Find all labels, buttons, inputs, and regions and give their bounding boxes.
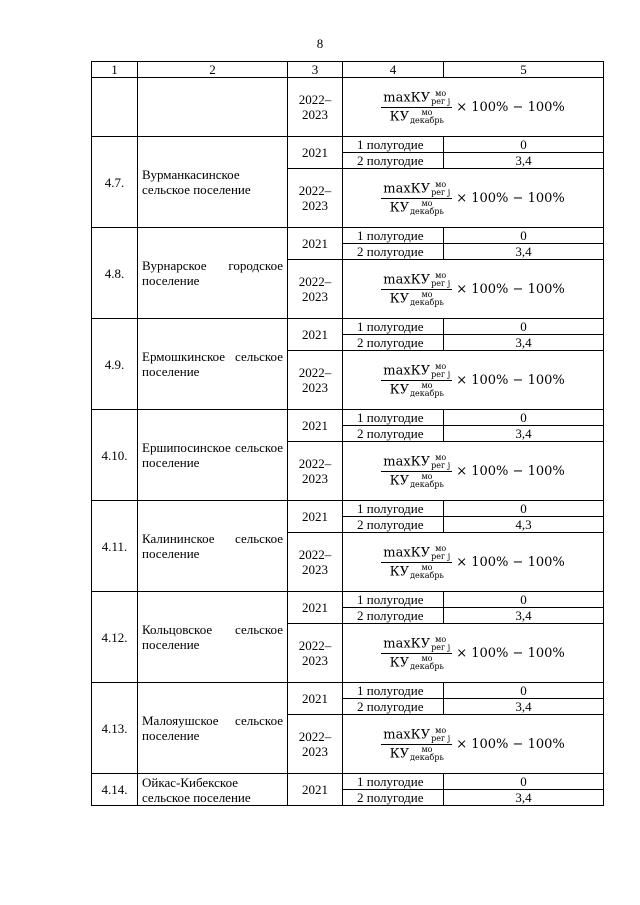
year-cell: 2021 [288,319,343,351]
value-cell: 0 [444,683,604,699]
formula-numerator-main: maxКУ [383,454,431,470]
formula-denominator-sub: декабрь [410,479,444,489]
row-number: 4.13. [92,683,138,774]
value-cell: 3,4 [444,699,604,715]
formula-denominator-indices [410,473,444,489]
formula-denominator [388,563,446,580]
formula-tail: × 100% − 100% [456,281,565,297]
growth-formula [381,90,564,125]
page-number: 8 [316,36,324,51]
table-row [92,683,604,699]
formula-numerator-sup: мо [435,634,447,644]
formula-numerator-sup: мо [435,543,447,553]
formula-denominator-sub: декабрь [410,115,444,125]
half-year-label: 2 полугодие [343,244,444,260]
header-col-5: 5 [444,62,604,78]
formula-denominator-sup: мо [421,471,433,481]
table-row [92,78,604,137]
formula-denominator-indices [410,382,444,398]
half-year-label: 1 полугодие [343,137,444,153]
formula-numerator-sub: рег j [431,460,451,470]
half-year-label: 2 полугодие [343,608,444,624]
formula-numerator-indices [431,90,450,106]
formula-denominator-indices [410,109,444,125]
formula-cell [343,442,604,501]
formula-tail: × 100% − 100% [456,554,565,570]
formula-numerator [381,727,452,745]
settlement-name: Малояушское сельское поселение [138,683,288,774]
formula-numerator-sup: мо [435,270,447,280]
formula-denominator-sup: мо [421,107,433,117]
settlement-name: Кольцовское сельское поселение [138,592,288,683]
year-cell: 2022–2023 [288,351,343,410]
formula-tail: × 100% − 100% [456,463,565,479]
formula-denominator-sub: декабрь [410,388,444,398]
value-cell: 3,4 [444,790,604,806]
row-number: 4.12. [92,592,138,683]
formula-numerator-indices [431,636,450,652]
year-cell: 2022–2023 [288,715,343,774]
year-cell: 2021 [288,592,343,624]
formula-tail: × 100% − 100% [456,99,565,115]
formula-denominator-sup: мо [421,380,433,390]
year-cell: 2022–2023 [288,260,343,319]
formula-numerator [381,90,452,108]
settlement-name: Ойкас-Кибекское сельское поселение [138,774,288,806]
formula-cell [343,260,604,319]
formula-numerator-main: maxКУ [383,272,431,288]
formula-numerator-sub: рег j [431,733,451,743]
growth-formula [381,545,564,580]
formula-numerator-sub: рег j [431,278,451,288]
formula-fraction [381,272,452,307]
formula-denominator-main: КУ [389,200,410,216]
half-year-label: 1 полугодие [343,228,444,244]
value-cell: 3,4 [444,244,604,260]
formula-numerator-indices [431,727,450,743]
formula-fraction [381,363,452,398]
year-cell: 2021 [288,228,343,260]
formula-numerator [381,636,452,654]
value-cell: 0 [444,228,604,244]
growth-formula [381,454,564,489]
value-cell: 3,4 [444,608,604,624]
half-year-label: 2 полугодие [343,517,444,533]
formula-denominator-indices [410,200,444,216]
value-cell: 0 [444,319,604,335]
value-cell: 0 [444,501,604,517]
formula-denominator-sub: декабрь [410,661,444,671]
half-year-label: 1 полугодие [343,683,444,699]
formula-denominator-indices [410,655,444,671]
formula-denominator-sub: декабрь [410,752,444,762]
formula-cell [343,533,604,592]
formula-tail: × 100% − 100% [456,372,565,388]
formula-numerator-sub: рег j [431,551,451,561]
header-col-1: 1 [92,62,138,78]
year-cell: 2022–2023 [288,624,343,683]
half-year-label: 1 полугодие [343,501,444,517]
formula-denominator [388,290,446,307]
row-number: 4.14. [92,774,138,806]
half-year-label: 2 полугодие [343,790,444,806]
formula-numerator-main: maxКУ [383,545,431,561]
formula-cell [343,715,604,774]
year-cell: 2021 [288,410,343,442]
value-cell: 0 [444,774,604,790]
half-year-label: 1 полугодие [343,592,444,608]
formula-denominator-indices [410,564,444,580]
settlement-name [138,78,288,137]
formula-numerator-main: maxКУ [383,90,431,106]
formula-numerator-main: maxКУ [383,636,431,652]
formula-numerator-sup: мо [435,361,447,371]
formula-numerator-indices [431,181,450,197]
formula-numerator-sup: мо [435,179,447,189]
formula-fraction [381,636,452,671]
formula-numerator [381,363,452,381]
formula-fraction [381,90,452,125]
value-cell: 3,4 [444,153,604,169]
half-year-label: 1 полугодие [343,774,444,790]
formula-numerator-indices [431,454,450,470]
formula-denominator [388,654,446,671]
document-table [91,61,604,806]
growth-formula [381,363,564,398]
formula-denominator-main: КУ [389,382,410,398]
formula-denominator-sub: декабрь [410,570,444,580]
formula-denominator [388,745,446,762]
formula-numerator-sub: рег j [431,96,451,106]
formula-denominator-indices [410,291,444,307]
formula-denominator-sub: декабрь [410,297,444,307]
formula-numerator-main: maxКУ [383,181,431,197]
formula-numerator-sup: мо [435,452,447,462]
value-cell: 0 [444,592,604,608]
row-number: 4.10. [92,410,138,501]
year-cell: 2021 [288,774,343,806]
table-row [92,774,604,790]
header-col-2: 2 [138,62,288,78]
half-year-label: 1 полугодие [343,319,444,335]
value-cell: 3,4 [444,426,604,442]
formula-fraction [381,454,452,489]
formula-denominator [388,472,446,489]
formula-denominator-sup: мо [421,562,433,572]
table-row [92,319,604,335]
formula-denominator-main: КУ [389,291,410,307]
formula-fraction [381,181,452,216]
formula-fraction [381,727,452,762]
formula-cell [343,351,604,410]
half-year-label: 2 полугодие [343,153,444,169]
row-number: 4.8. [92,228,138,319]
row-number [92,78,138,137]
row-number: 4.9. [92,319,138,410]
growth-formula [381,636,564,671]
formula-numerator-main: maxКУ [383,727,431,743]
settlement-name: Ермошкинское сельское поселение [138,319,288,410]
formula-numerator-sup: мо [435,88,447,98]
year-cell: 2022–2023 [288,169,343,228]
formula-cell [343,169,604,228]
formula-denominator-main: КУ [389,473,410,489]
formula-denominator-sub: декабрь [410,206,444,216]
header-col-4: 4 [343,62,444,78]
formula-denominator-sup: мо [421,198,433,208]
value-cell: 0 [444,137,604,153]
formula-numerator [381,454,452,472]
formula-tail: × 100% − 100% [456,645,565,661]
formula-numerator-indices [431,545,450,561]
value-cell: 3,4 [444,335,604,351]
formula-numerator-sub: рег j [431,187,451,197]
value-cell: 0 [444,410,604,426]
settlement-name: Калининское сельское поселение [138,501,288,592]
formula-denominator-sup: мо [421,744,433,754]
header-row [92,62,604,78]
settlement-name: Вурнарское городское поселение [138,228,288,319]
formula-numerator [381,545,452,563]
half-year-label: 2 полугодие [343,699,444,715]
formula-denominator [388,199,446,216]
growth-formula [381,181,564,216]
year-cell: 2021 [288,501,343,533]
half-year-label: 2 полугодие [343,335,444,351]
growth-formula [381,727,564,762]
year-cell: 2022–2023 [288,78,343,137]
table-row [92,228,604,244]
formula-numerator [381,272,452,290]
settlement-name: Ершипосинское сельское поселение [138,410,288,501]
formula-cell [343,78,604,137]
formula-cell [343,624,604,683]
year-cell: 2022–2023 [288,533,343,592]
formula-denominator-main: КУ [389,655,410,671]
formula-denominator [388,108,446,125]
table-row [92,501,604,517]
formula-denominator-main: КУ [389,564,410,580]
row-number: 4.11. [92,501,138,592]
formula-numerator-sub: рег j [431,369,451,379]
growth-formula [381,272,564,307]
table-row [92,137,604,153]
formula-numerator-sup: мо [435,725,447,735]
formula-denominator-main: КУ [389,109,410,125]
formula-denominator-main: КУ [389,746,410,762]
formula-numerator-indices [431,272,450,288]
year-cell: 2021 [288,683,343,715]
table-row [92,592,604,608]
header-col-3: 3 [288,62,343,78]
half-year-label: 2 полугодие [343,426,444,442]
formula-numerator-main: maxКУ [383,363,431,379]
formula-denominator [388,381,446,398]
formula-denominator-sup: мо [421,289,433,299]
formula-numerator-sub: рег j [431,642,451,652]
year-cell: 2022–2023 [288,442,343,501]
table-row [92,410,604,426]
formula-numerator-indices [431,363,450,379]
formula-fraction [381,545,452,580]
formula-denominator-indices [410,746,444,762]
row-number: 4.7. [92,137,138,228]
formula-tail: × 100% − 100% [456,190,565,206]
settlement-name: Вурманкасинское сельское поселение [138,137,288,228]
half-year-label: 1 полугодие [343,410,444,426]
formula-tail: × 100% − 100% [456,736,565,752]
value-cell: 4,3 [444,517,604,533]
formula-numerator [381,181,452,199]
formula-denominator-sup: мо [421,653,433,663]
year-cell: 2021 [288,137,343,169]
